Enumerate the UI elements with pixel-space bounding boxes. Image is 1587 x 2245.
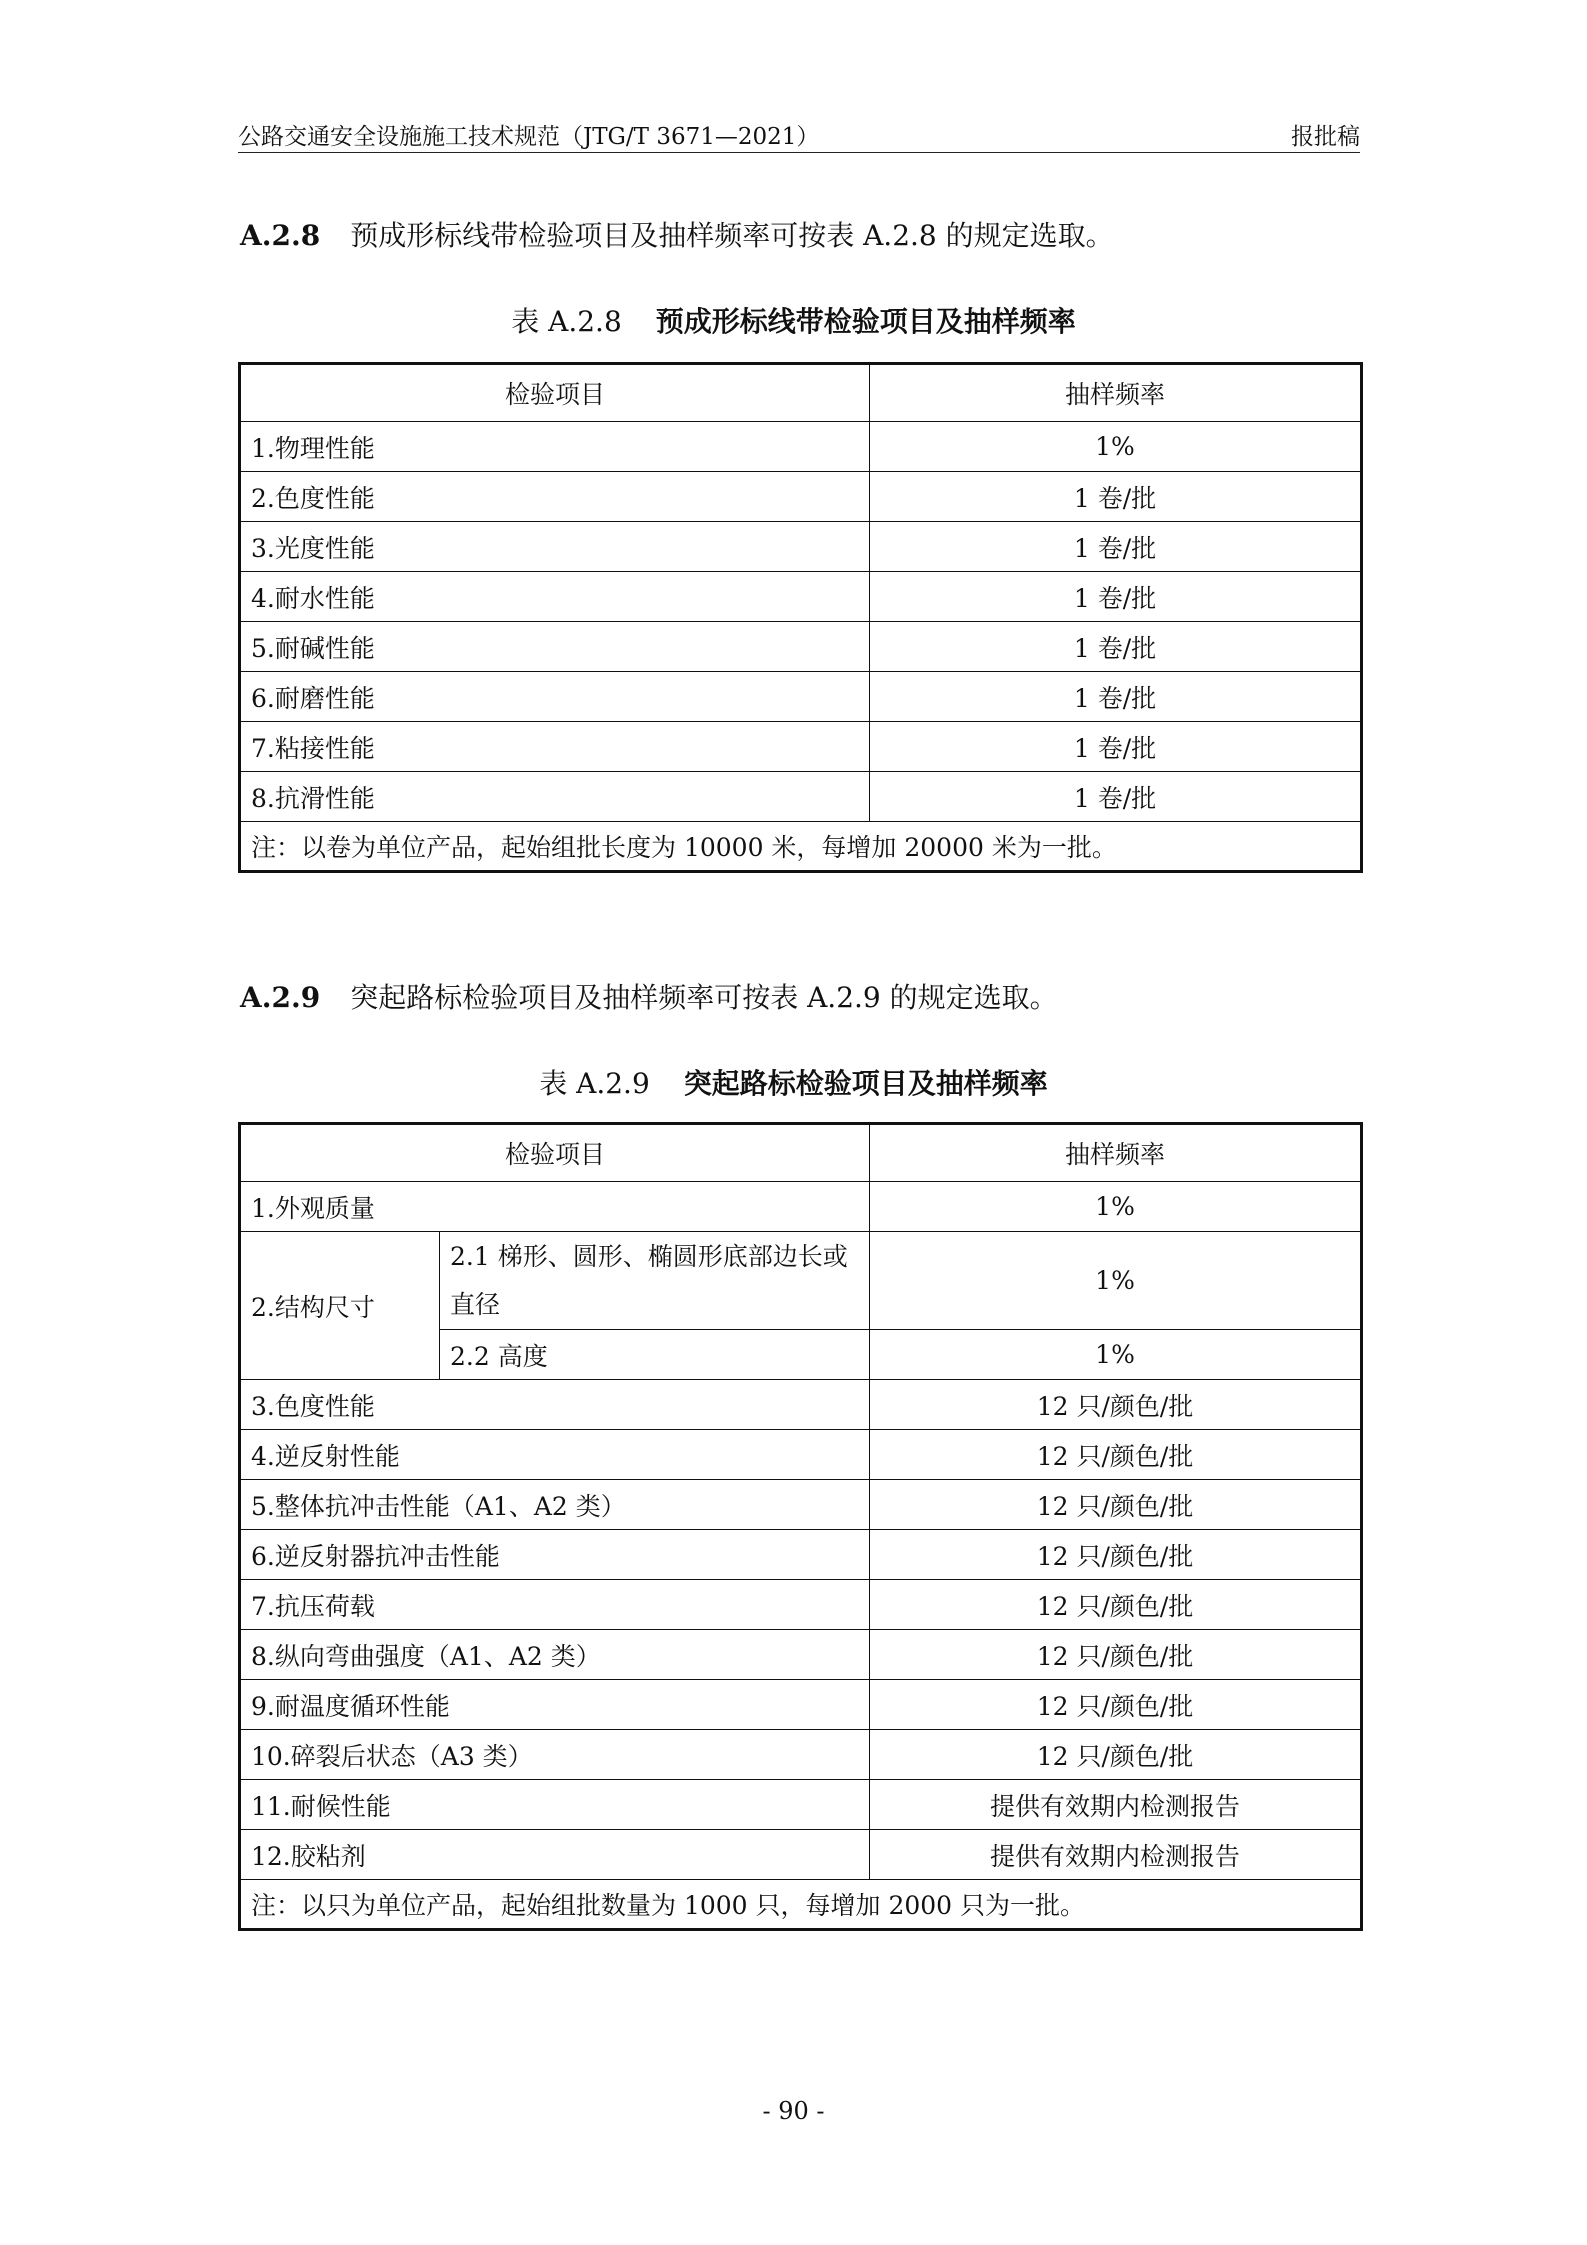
- item-cell: 4.逆反射性能: [240, 1430, 870, 1480]
- frequency-cell: 1%: [870, 1232, 1362, 1330]
- frequency-cell: 12 只/颜色/批: [870, 1430, 1362, 1480]
- table-row: [240, 1380, 1362, 1430]
- frequency-cell: 提供有效期内检测报告: [870, 1830, 1362, 1880]
- clause-number: A.2.8: [240, 219, 321, 252]
- table-row: [240, 622, 1362, 672]
- clause-text: 突起路标检验项目及抽样频率可按表 A.2.9 的规定选取。: [350, 981, 1058, 1014]
- table-row: [240, 1680, 1362, 1730]
- table-row: [240, 1232, 1362, 1330]
- frequency-cell: 1%: [870, 1330, 1362, 1380]
- column-header-item: 检验项目: [240, 364, 870, 422]
- column-header-frequency: 抽样频率: [870, 1124, 1362, 1182]
- item-cell: 12.胶粘剂: [240, 1830, 870, 1880]
- table-header-row: [240, 364, 1362, 422]
- table-header-row: [240, 1124, 1362, 1182]
- table-a-2-9: [238, 1122, 1363, 1931]
- table-a-2-8: [238, 362, 1363, 873]
- page-number: - 90 -: [762, 2097, 825, 2125]
- table-number: 表 A.2.8: [511, 305, 622, 338]
- table-caption-a-2-8: [0, 300, 1587, 340]
- item-cell: 9.耐温度循环性能: [240, 1680, 870, 1730]
- frequency-cell: 1 卷/批: [870, 472, 1362, 522]
- page-header: [238, 108, 1360, 153]
- frequency-cell: 12 只/颜色/批: [870, 1530, 1362, 1580]
- frequency-cell: 1 卷/批: [870, 522, 1362, 572]
- frequency-cell: 1 卷/批: [870, 572, 1362, 622]
- clause-a-2-9: [240, 976, 1058, 1016]
- table-note: 注：以只为单位产品，起始组批数量为 1000 只，每增加 2000 只为一批。: [240, 1880, 1362, 1930]
- item-cell: 7.抗压荷载: [240, 1580, 870, 1630]
- table-note: 注：以卷为单位产品，起始组批长度为 10000 米，每增加 20000 米为一批。: [240, 822, 1362, 872]
- table-note-row: [240, 822, 1362, 872]
- clause-a-2-8: [240, 214, 1114, 254]
- frequency-cell: 1 卷/批: [870, 672, 1362, 722]
- table-row: [240, 1430, 1362, 1480]
- item-cell: 2.色度性能: [240, 472, 870, 522]
- item-cell: 3.色度性能: [240, 1380, 870, 1430]
- table-row: [240, 472, 1362, 522]
- item-cell: 6.逆反射器抗冲击性能: [240, 1530, 870, 1580]
- item-cell: 5.整体抗冲击性能（A1、A2 类）: [240, 1480, 870, 1530]
- item-cell: 5.耐碱性能: [240, 622, 870, 672]
- item-cell: 6.耐磨性能: [240, 672, 870, 722]
- table-row: [240, 572, 1362, 622]
- document-title: 公路交通安全设施施工技术规范（JTG/T 3671—2021）: [238, 124, 820, 150]
- frequency-cell: 1%: [870, 422, 1362, 472]
- frequency-cell: 提供有效期内检测报告: [870, 1780, 1362, 1830]
- table-row: [240, 672, 1362, 722]
- table-row: [240, 772, 1362, 822]
- document-status: 报批稿: [1291, 124, 1360, 150]
- table-title: 突起路标检验项目及抽样频率: [683, 1067, 1048, 1100]
- table-caption-a-2-9: [0, 1062, 1587, 1102]
- item-cell: 8.抗滑性能: [240, 772, 870, 822]
- table-row: [240, 522, 1362, 572]
- frequency-cell: 1%: [870, 1182, 1362, 1232]
- item-cell: 11.耐候性能: [240, 1780, 870, 1830]
- frequency-cell: 12 只/颜色/批: [870, 1680, 1362, 1730]
- table-note-row: [240, 1880, 1362, 1930]
- frequency-cell: 12 只/颜色/批: [870, 1480, 1362, 1530]
- table-row: [240, 422, 1362, 472]
- item-cell: 3.光度性能: [240, 522, 870, 572]
- table-row: [240, 1182, 1362, 1232]
- sub-item-cell: 2.2 高度: [440, 1330, 870, 1380]
- table-row: [240, 1530, 1362, 1580]
- frequency-cell: 1 卷/批: [870, 722, 1362, 772]
- item-cell: 10.碎裂后状态（A3 类）: [240, 1730, 870, 1780]
- clause-text: 预成形标线带检验项目及抽样频率可按表 A.2.8 的规定选取。: [350, 219, 1114, 252]
- table-number: 表 A.2.9: [539, 1067, 650, 1100]
- frequency-cell: 1 卷/批: [870, 772, 1362, 822]
- table-row: [240, 1830, 1362, 1880]
- frequency-cell: 1 卷/批: [870, 622, 1362, 672]
- frequency-cell: 12 只/颜色/批: [870, 1380, 1362, 1430]
- table-row: [240, 1630, 1362, 1680]
- table-row: [240, 1780, 1362, 1830]
- table-row: [240, 1730, 1362, 1780]
- item-cell: 2.结构尺寸: [240, 1232, 440, 1380]
- item-cell: 1.物理性能: [240, 422, 870, 472]
- item-cell: 7.粘接性能: [240, 722, 870, 772]
- frequency-cell: 12 只/颜色/批: [870, 1630, 1362, 1680]
- table-row: [240, 1580, 1362, 1630]
- table-row: [240, 722, 1362, 772]
- clause-number: A.2.9: [240, 981, 321, 1014]
- table-title: 预成形标线带检验项目及抽样频率: [655, 305, 1076, 338]
- frequency-cell: 12 只/颜色/批: [870, 1730, 1362, 1780]
- table-row: [240, 1480, 1362, 1530]
- item-cell: 4.耐水性能: [240, 572, 870, 622]
- column-header-item: 检验项目: [240, 1124, 870, 1182]
- sub-item-cell: 2.1 梯形、圆形、椭圆形底部边长或直径: [440, 1232, 870, 1330]
- item-cell: 8.纵向弯曲强度（A1、A2 类）: [240, 1630, 870, 1680]
- item-cell: 1.外观质量: [240, 1182, 870, 1232]
- column-header-frequency: 抽样频率: [870, 364, 1362, 422]
- frequency-cell: 12 只/颜色/批: [870, 1580, 1362, 1630]
